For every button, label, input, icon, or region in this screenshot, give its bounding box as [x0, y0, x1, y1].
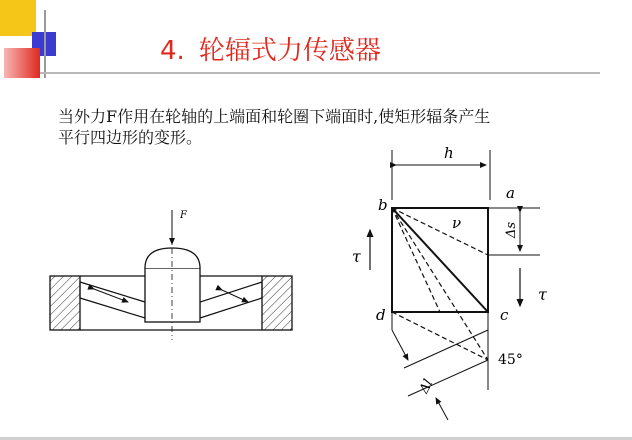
- label-h: h: [444, 144, 454, 162]
- label-tau-left: τ: [352, 247, 361, 266]
- slide-title-text: 轮辐式力传感器: [198, 36, 381, 66]
- label-a: a: [506, 184, 515, 202]
- label-b: b: [378, 196, 388, 214]
- label-delta-s: Δs: [504, 221, 519, 238]
- label-delta-l: Δl: [416, 376, 437, 396]
- diagonal-bc: [392, 208, 488, 312]
- hub-dome: [145, 248, 200, 268]
- label-nu: ν: [452, 214, 462, 232]
- label-angle: 45°: [498, 352, 523, 368]
- right-figure: [352, 144, 548, 420]
- delta-l-arrow-top: [392, 330, 408, 360]
- hub: [145, 268, 200, 322]
- left-spoke: [80, 282, 145, 318]
- label-c: c: [500, 306, 509, 324]
- force-label: F: [180, 210, 187, 221]
- body-line-2: 平行四边形的变形。: [58, 128, 203, 147]
- right-strain-arrow: [222, 290, 248, 302]
- body-line-1: 当外力F作用在轮轴的上端面和轮圈下端面时,使矩形辐条产生: [58, 107, 491, 126]
- delta-l-arrow-bottom: [436, 398, 448, 420]
- left-figure: [50, 210, 292, 340]
- slide-number: 4.: [160, 36, 185, 66]
- right-rim: [262, 276, 292, 330]
- left-rim: [50, 276, 80, 330]
- right-spoke: [200, 282, 262, 318]
- label-d: d: [376, 306, 386, 324]
- label-tau-right: τ: [538, 285, 547, 304]
